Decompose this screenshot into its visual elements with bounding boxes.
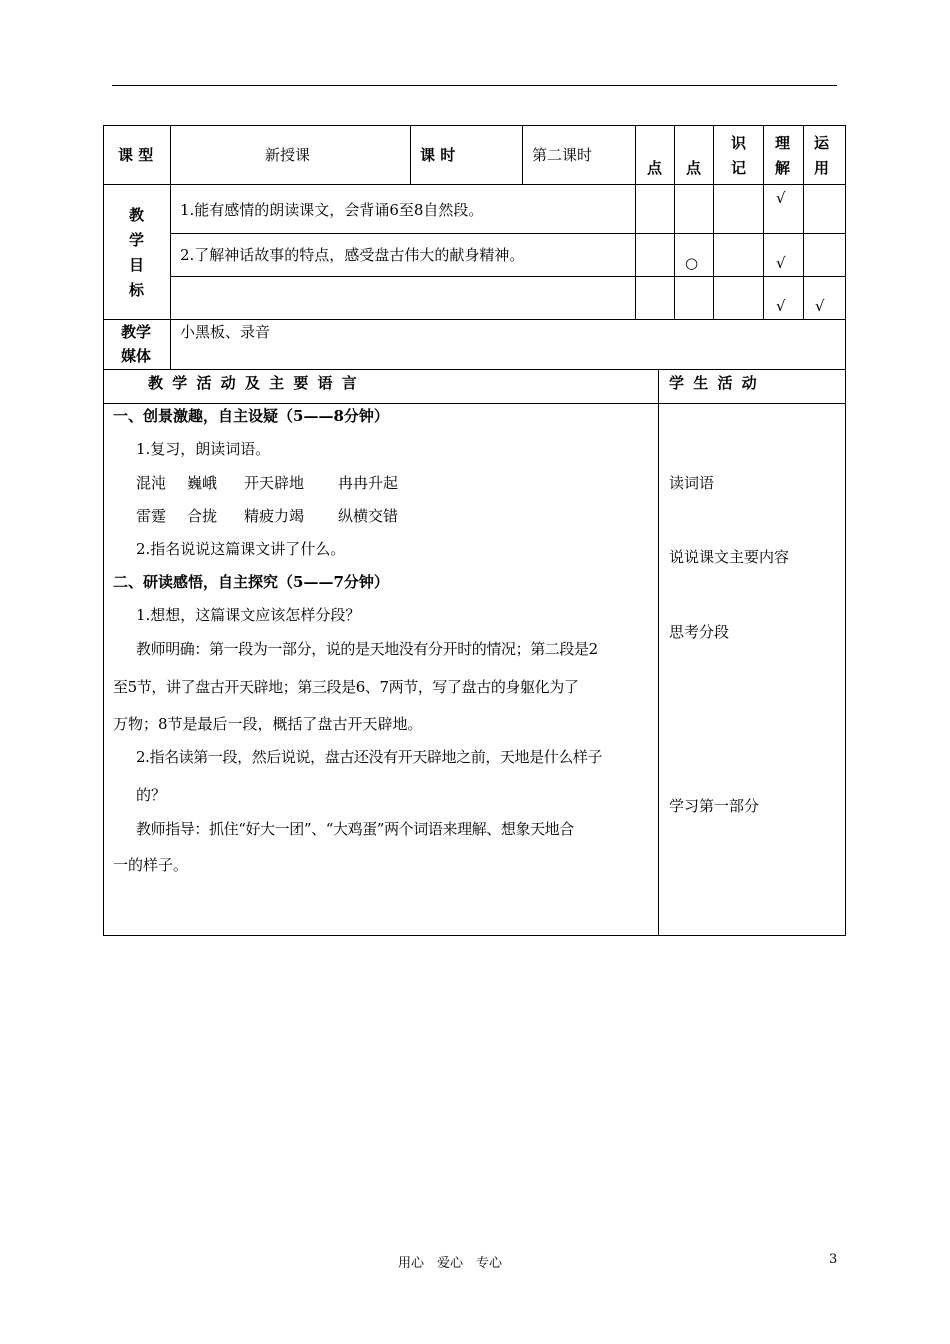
header-rule bbox=[112, 85, 837, 86]
paragraph-line: 的？ bbox=[136, 786, 167, 804]
word: 纵横交错 bbox=[338, 507, 399, 525]
lesson-period-label: 课 时 bbox=[420, 146, 456, 164]
col-d-header-1: 理 bbox=[775, 134, 791, 152]
paragraph-line: 教师指导：抓住“好大一团”、“大鸡蛋”两个词语来理解、想象天地合 bbox=[136, 820, 574, 838]
lesson-type-label: 课 型 bbox=[118, 146, 154, 164]
word: 雷霆 bbox=[136, 507, 167, 525]
objectives-label-4: 标 bbox=[129, 281, 145, 299]
word: 混沌 bbox=[136, 474, 167, 492]
paragraph-line: 至5节，讲了盘古开天辟地；第三段是6、7两节，写了盘古的身躯化为了 bbox=[113, 678, 579, 696]
media-label-1: 教学 bbox=[121, 323, 152, 341]
step-review: 1.复习，朗读词语。 bbox=[136, 440, 271, 458]
check-mark: √ bbox=[776, 254, 786, 272]
objectives-label-2: 学 bbox=[129, 231, 145, 249]
objective-2: 2.了解神话故事的特点，感受盘古伟大的献身精神。 bbox=[180, 246, 525, 264]
paragraph-line: 2.指名读第一段，然后说说，盘古还没有开天辟地之前，天地是什么样子 bbox=[136, 748, 603, 766]
page-number: 3 bbox=[829, 1252, 838, 1267]
step-segment: 1.想想，这篇课文应该怎样分段？ bbox=[136, 606, 361, 624]
word: 开天辟地 bbox=[244, 474, 305, 492]
check-mark: √ bbox=[776, 297, 786, 315]
col-e-header-2: 用 bbox=[814, 159, 830, 177]
student-activity-2: 说说课文主要内容 bbox=[669, 548, 790, 566]
section-1-title: 一、创景激趣，自主设疑（5——8分钟） bbox=[113, 407, 389, 425]
objectives-label-3: 目 bbox=[129, 256, 145, 274]
paragraph-line: 一的样子。 bbox=[113, 856, 189, 874]
objectives-label-1: 教 bbox=[129, 206, 145, 224]
paragraph-line: 万物；8节是最后一段，概括了盘古开天辟地。 bbox=[113, 715, 423, 733]
student-activity-4: 学习第一部分 bbox=[669, 797, 760, 815]
col-d-header-2: 解 bbox=[775, 159, 791, 177]
student-activity-header: 学 生 活 动 bbox=[669, 374, 759, 392]
check-mark: √ bbox=[776, 189, 786, 207]
col-c-header-1: 识 bbox=[731, 134, 747, 152]
step-summary: 2.指名说说这篇课文讲了什么。 bbox=[136, 540, 346, 558]
col-b-header: 点 bbox=[686, 159, 702, 177]
word: 冉冉升起 bbox=[338, 474, 399, 492]
check-mark: √ bbox=[815, 297, 825, 315]
word: 合拢 bbox=[187, 507, 218, 525]
section-2-title: 二、研读感悟，自主探究（5——7分钟） bbox=[113, 573, 389, 591]
teacher-activity-header: 教 学 活 动 及 主 要 语 言 bbox=[148, 374, 359, 392]
col-e-header-1: 运 bbox=[814, 134, 830, 152]
student-activity-1: 读词语 bbox=[669, 474, 715, 492]
circle-mark: ○ bbox=[685, 254, 699, 272]
media-value: 小黑板、录音 bbox=[180, 323, 271, 341]
objective-1: 1.能有感情的朗读课文，会背诵6至8自然段。 bbox=[180, 201, 484, 219]
lesson-type-value: 新授课 bbox=[265, 146, 311, 164]
lesson-period-value: 第二课时 bbox=[532, 146, 593, 164]
media-label-2: 媒体 bbox=[121, 347, 152, 365]
col-c-header-2: 记 bbox=[731, 159, 747, 177]
col-a-header: 点 bbox=[647, 159, 663, 177]
footer-motto: 用心 爱心 专心 bbox=[398, 1256, 503, 1271]
word: 精疲力竭 bbox=[244, 507, 305, 525]
paragraph-line: 教师明确：第一段为一部分，说的是天地没有分开时的情况；第二段是2 bbox=[136, 640, 598, 658]
word: 巍峨 bbox=[187, 474, 218, 492]
student-activity-3: 思考分段 bbox=[669, 623, 730, 641]
